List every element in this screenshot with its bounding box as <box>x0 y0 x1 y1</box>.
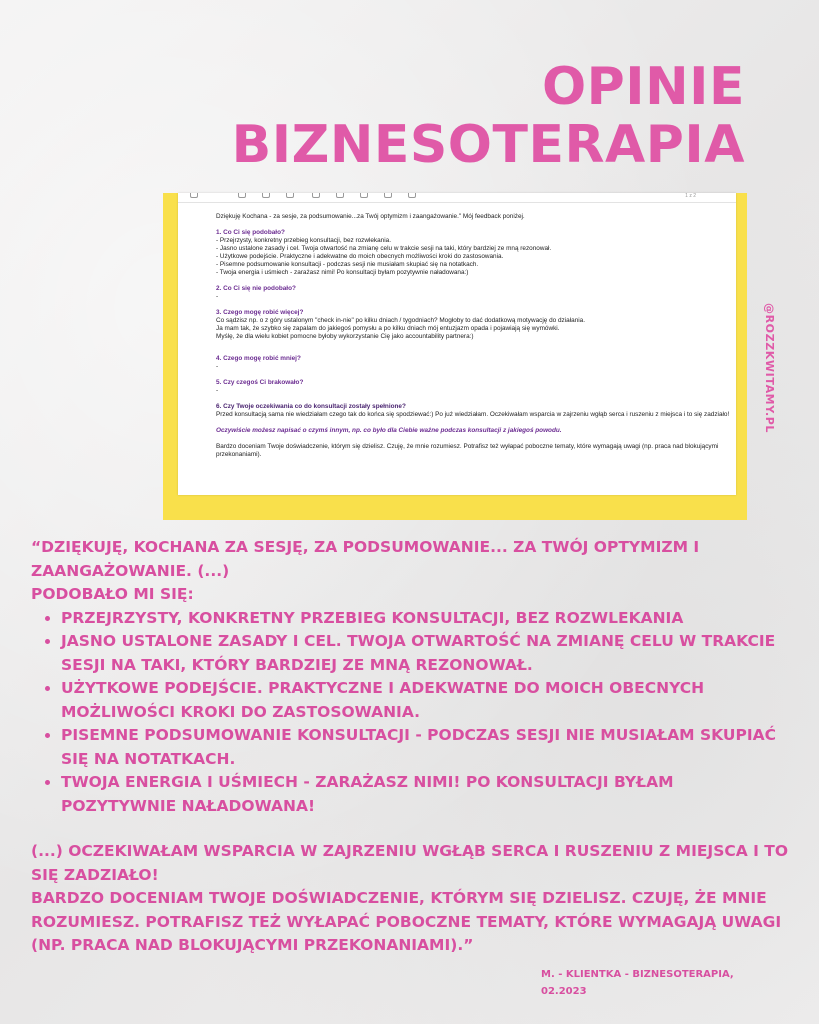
mail-icon <box>312 193 320 198</box>
list-item: • UŻYTKOWE PODEJŚCIE. PRAKTYCZNE I ADEKWATNE DO MOICH OBECNYCH MOŻLIWOŚCI KROKI DO ZASTOSOWANIA. <box>61 677 791 724</box>
clock-icon <box>336 193 344 198</box>
question-2: 2. Co Ci się nie podobało? <box>216 285 296 292</box>
answer-5: - <box>216 387 219 394</box>
quote-liked-label: PODOBAŁO MI SIĘ: <box>31 585 194 603</box>
quote-paragraph-2: (...) OCZEKIWAŁAM WSPARCIA W ZAJRZENIU WGŁĄB SERCA I RUSZENIU Z MIEJSCA I TO SIĘ ZADZIAŁO! <box>31 842 789 884</box>
email-intro: Dziękuję Kochana - za sesje, za podsumowanie...za Twój optymizm i zaangażowanie." Mój feedback poniżej. <box>216 213 525 220</box>
signature-line-2: 02.2023 <box>541 986 587 997</box>
email-screenshot <box>178 193 736 495</box>
testimonial-quote <box>31 536 791 958</box>
report-icon <box>262 193 270 198</box>
answer-1-line: - Twoja energia i uśmiech - zarażasz nimi! Po konsultacji byłam pozytywnie naładowana:) <box>216 269 469 276</box>
question-3: 3. Czego mogę robić więcej? <box>216 309 304 316</box>
list-item: • TWOJA ENERGIA I UŚMIECH - ZARAŻASZ NIMI! PO KONSULTACJI BYŁAM POZYTYWNIE NAŁADOWANA! <box>61 771 791 818</box>
question-4: 4. Czego mogę robić mniej? <box>216 355 301 362</box>
answer-3-line: Myślę, że dla wielu kobiet pomocne byłoby wykorzystanie Cię jako accountability partnera:) <box>216 333 474 340</box>
page-title <box>232 58 745 174</box>
back-icon <box>190 193 198 198</box>
title-line-2: BIZNESOTERAPIA <box>231 115 745 175</box>
answer-4: - <box>216 363 219 370</box>
list-item: • JASNO USTALONE ZASADY I CEL. TWOJA OTWARTOŚĆ NA ZMIANĘ CELU W TRAKCIE SESJI NA TAKI, KTÓRY BARDZIEJ ZE MNĄ REZONOWAŁ. <box>61 630 791 677</box>
answer-2: - <box>216 293 219 300</box>
signature-line-1: M. - KLIENTKA - BIZNESOTERAPIA, <box>541 969 734 980</box>
answer-3-line: Co sądzisz np. o z góry ustalonym "check in-nie" po kilku dniach / tygodniach? Mogłoby to dać dodatkową motywację do działania. <box>216 317 586 324</box>
email-note: Oczywiście możesz napisać o czymś innym, np. co było dla Ciebie ważne podczas konsultacji z jakiegoś powodu. <box>216 427 562 434</box>
quote-intro: “DZIĘKUJĘ, KOCHANA ZA SESJĘ, ZA PODSUMOWANIE... ZA TWÓJ OPTYMIZM I ZAANGAŻOWANIE. (...) <box>31 538 700 580</box>
email-toolbar <box>178 193 736 203</box>
quote-bullet-list <box>31 607 791 819</box>
question-6: 6. Czy Twoje oczekiwania co do konsultacji zostały spełnione? <box>216 403 406 410</box>
add-task-icon <box>360 193 368 198</box>
answer-1-line: - Pisemne podsumowanie konsultacji - podczas sesji nie musiałam skupiać się na notatkach. <box>216 261 479 268</box>
label-icon <box>408 193 416 198</box>
question-5: 5. Czy czegoś Ci brakowało? <box>216 379 304 386</box>
answer-1-line: - Jasno ustalone zasady i cel. Twoja otwartość na zmianę celu w trakcie sesji na taki, który bardziej ze mną rezonował. <box>216 245 552 252</box>
answer-3-line: Ja mam tak, że szybko się zapalam do jakiegoś pomysłu a po kilku dniach mój entuzjazm opada i pojawiają się wymówki. <box>216 325 560 332</box>
delete-icon <box>286 193 294 198</box>
testimonial-signature <box>541 966 734 1000</box>
list-item: • PRZEJRZYSTY, KONKRETNY PRZEBIEG KONSULTACJI, BEZ ROZWLEKANIA <box>61 607 791 631</box>
list-item: • PISEMNE PODSUMOWANIE KONSULTACJI - PODCZAS SESJI NIE MUSIAŁAM SKUPIAĆ SIĘ NA NOTATKACH. <box>61 724 791 771</box>
instagram-handle: @ROZZKWITAMY.PL <box>763 303 776 434</box>
question-1: 1. Co Ci się podobało? <box>216 229 285 236</box>
title-line-1: OPINIE <box>541 57 745 117</box>
answer-1-line: - Użytkowe podejście. Praktyczne i adekwatne do moich obecnych możliwości kroki do zastosowania. <box>216 253 504 260</box>
email-closing: Bardzo doceniam Twoje doświadczenie, którym się dzielisz. Czuję, że mnie rozumiesz. Potrafisz też wyłapać poboczne tematy, które wymagają uwagi (np. praca nad blokującymi przekonaniami). <box>216 443 719 458</box>
answer-6: Przed konsultacją sama nie wiedziałam czego tak do końca się spodziewać:) Po już wiedziałam. Oczekiwałam wsparcia w zajrzeniu wgłąb serca i ruszeniu z miejsca i to się zadziało! <box>216 411 730 418</box>
archive-icon <box>238 193 246 198</box>
answer-1-line: - Przejrzysty, konkretny przebieg konsultacji, bez rozwlekania. <box>216 237 391 244</box>
quote-paragraph-3: BARDZO DOCENIAM TWOJE DOŚWIADCZENIE, KTÓRYM SIĘ DZIELISZ. CZUJĘ, ŻE MNIE ROZUMIESZ. POTRAFISZ TEŻ WYŁAPAĆ POBOCZNE TEMATY, KTÓRE WYMAGAJĄ UWAGI (NP. PRACA NAD BLOKUJĄCYMI PRZEKONANIAMI).” <box>31 889 782 954</box>
page-indicator: 1 z 2 <box>685 193 696 199</box>
move-icon <box>384 193 392 198</box>
email-body <box>178 203 736 459</box>
